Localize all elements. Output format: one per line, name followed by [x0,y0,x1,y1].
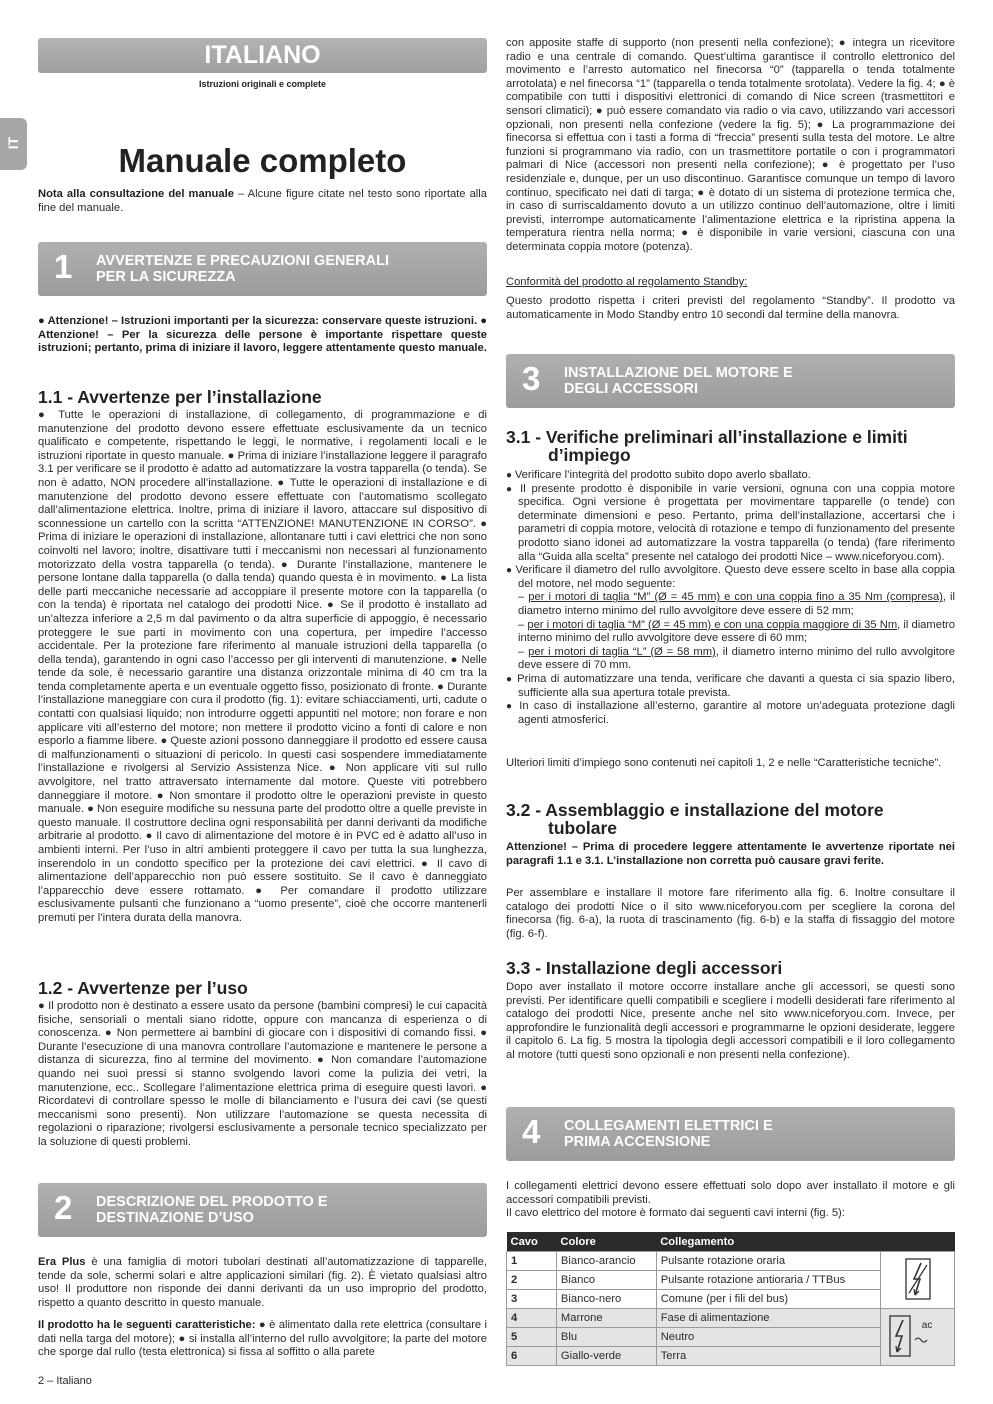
language-tab [0,118,27,170]
note-text: – Alcune figure citate nel testo sono riportate alla fine del manuale. [38,188,487,214]
features-label: Il prodotto ha le seguenti caratteristiche: [38,1319,256,1331]
paragraph-2-intro [38,1256,487,1310]
paragraph-3-3: Dopo aver installato il motore occorre installare anche gli accessori, se questi sono previsti. Per identificare quelli compatibili e scegliere i modelli desiderati fare riferimento al catalogo dei prodotti Nice, presente anche nel sito www.niceforyou.com. Invece, per approfondire le funzionalità degli accessori e programmarne le opzioni desiderate, leggere il capitolo 6. La fig. 5 mostra la tipologia degli accessori compatibili e il loro collegamento al motore (tutti questi sono opzionali e non presenti nella confezione). [506,981,955,1061]
heading-1-2: 1.2 - Avvertenze per l’uso [38,978,248,998]
mains-symbol-cell [881,1309,955,1366]
section-4-header [506,1107,955,1161]
table-row: 4 Marrone Fase di alimentazione ac [507,1309,955,1328]
section-3-title-line2: DEGLI ACCESSORI [564,381,699,397]
section-1-number: 1 [54,248,73,285]
language-tab-label: IT [5,136,21,150]
section-1-header [38,242,487,296]
section-3-number: 3 [522,360,541,397]
section-1-title [96,253,389,285]
table-header-cell: Cavo [507,1232,557,1252]
bolt-crossed-icon [903,1257,933,1301]
subtitle: Istruzioni originali e complete [198,79,327,89]
ac-label: ac [921,1319,933,1331]
section-1-title-line1: AVVERTENZE E PRECAUZIONI GENERALI [96,253,389,269]
paragraph-2-intro-text: è una famiglia di motori tubolari destinati all’automatizzazione di tapparelle, tende da sole, schermi solari e altre applicazioni similari (fig. 2). È vietato qualsiasi altro uso! Il produttore non risponde dei danni derivanti da un uso improprio del prodotto, rispetto a quanto descritto in questo manuale. [38,1256,487,1309]
heading-3-1-line1: 3.1 - Verifiche preliminari all’installazione e limiti [506,427,908,447]
standby-text: Questo prodotto rispetta i criteri previsti del regolamento “Standby”. Il prodotto va automaticamente in Modo Standby entro 10 secondi dal termine della manovra. [506,295,955,321]
paragraph-4 [506,1180,955,1221]
list-item: ● In caso di installazione all’esterno, garantire al motore un’adeguata protezione dagli agenti atmosferici. [506,700,956,726]
low-voltage-symbol-cell [881,1252,955,1309]
heading-1-1: 1.1 - Avvertenze per l’installazione [38,387,322,407]
paragraph-1-1: ● Tutte le operazioni di installazione, di collegamento, di programmazione e di manutenzione del prodotto devono essere effettuate esclusivamente da un tecnico qualificato e competente, rispettando le leggi, le normative, i regolamenti locali e le istruzioni riportate in questo manuale. ● Prima di iniziare l’installazione leggere il paragrafo 3.1 per verificare se il prodotto è adatto ad automatizzare la vostra tapparella (o tenda). Se non è adatto, NON procedere all’installazione. ● Tutte le operazioni di installazione e di manutenzione del prodotto devono essere effettuate con l’automatismo scollegato dall’alimentazione elettrica. Inoltre, prima di iniziare il lavoro, attaccare sul dispositivo di sconnessione un cartello con la scritta “ATTENZIONE! MANUTENZIONE IN CORSO”. ● Prima di iniziare le operazioni di installazione, allontanare tutti i cavi elettrici che non sono coinvolti nel lavoro; inoltre, disattivare tutti i meccanismi non necessari al funzionamento motorizzato della vostra tapparella (o tenda). ● Durante l’installazione, mantenere le persone lontane dalla tapparella (o dalla tenda) quando questa è in movimento. ● La lista delle parti meccaniche necessarie ad accoppiare il presente motore con la tapparella (o con la tenda) è riportata nel catalogo dei prodotti Nice. ● Se il prodotto è installato ad un’altezza inferiore a 2,5 m dal pavimento o da altra superficie di appoggio, è necessario proteggere le sue parti in movimento con una copertura, per impedire l’accesso accidentale. Per la protezione fare riferimento al manuale istruzioni della tapparella (o della tenda), garantendo in ogni caso l’accesso per gli interventi di manutenzione. ● Nelle tende da sole, è necessario garantire una distanza orizzontale minima di 40 cm tra la tenda completamente aperta e un eventuale oggetto fisso, posizionato di fronte. ● Durante l’installazione maneggiare con cura il prodotto (fig. 1): evitare schiacciamenti, urti, cadute o contatti con qualsiasi liquido; non introdurre oggetti appuntiti nel motore; non forare e non applicare viti all’esterno del motore; non mettere il prodotto vicino a fonti di calore e non esporlo a fiamme libere. ● Queste azioni possono danneggiare il prodotto ed essere causa di malfunzionamenti o situazioni di pericolo. In questi casi sospendere immediatamente l’installazione e rivolgersi al Servizio Assistenza Nice. ● Non applicare viti sul rullo avvolgitore, nel tratto attraversato internamente dal motore. Queste viti potrebbero danneggiare il motore. ● Non smontare il prodotto oltre le operazioni previste in questo manuale. ● Non eseguire modifiche su nessuna parte del prodotto oltre a quelle previste in questo manuale. Il costruttore declina ogni responsabilità per danni derivanti da modifiche arbitrarie al prodotto. ● Il cavo di alimentazione del motore è in PVC ed è adatto all’uso in ambienti interni. Per l’uso in altri ambienti proteggere il cavo per tutta la sua lunghezza, inserendolo in un condotto specifico per la protezione dei cavi elettrici. ● Il cavo di alimentazione dell’apparecchio non può essere sostituito. Se il cavo è danneggiato l’apparecchio deve essere rottamato. ● Per comandare il prodotto utilizzare esclusivamente pulsanti che funzionano a “uomo presente”, cioè che occorre mantenerli premuti per l’intera durata della manovra. [38,409,487,924]
paragraph-2-features-text: ● è alimentato dalla rete elettrica (consultare i dati nella targa del motore); ● si installa all’interno del rullo avvolgitore; la parte del motore che sporge dal rullo (testa elettronica) si fissa al soffitto o alla parete [38,1319,487,1359]
paragraph-1-2: ● Il prodotto non è destinato a essere usato da persone (bambini compresi) le cui capacità fisiche, sensoriali o mentali siano ridotte, oppure con mancanza di esperienza o di conoscenza. ● Non permettere ai bambini di giocare con i dispositivi di comando fissi. ● Durante l’esecuzione di una manovra controllare l’automazione e mantenere le persone a distanza di sicurezza, fino al termine del movimento. ● Non comandare l’automazione quando nei suoi pressi si stanno svolgendo lavori come la pulizia dei vetri, la manutenzione, ecc.. Scollegare l’alimentazione elettrica prima di eseguire questi lavori. ● Ricordatevi di controllare spesso le molle di bilanciamento e l’usura dei cavi (se questi meccanismi sono presenti). Non utilizzare l’automazione se questa necessita di regolazioni o riparazione; rivolgersi esclusivamente a personale tecnico specializzato per la soluzione di questi problemi. [38,1000,487,1148]
table-header-row [507,1232,955,1252]
document-title: Manuale completo [118,142,407,179]
table-row: 6 Giallo-verde Terra [507,1347,955,1366]
section-2-title [96,1194,328,1226]
heading-3-2 [506,801,884,837]
table-row: 2 Bianco Pulsante rotazione antioraria / TTBus [507,1271,955,1290]
section-3-title [564,365,793,397]
section-2-number: 2 [54,1189,73,1226]
manual-note [38,188,487,215]
table-header-cell: Collegamento [656,1232,880,1252]
note-label: Nota alla consultazione del manuale [38,188,234,200]
standby-title: Conformità del prodotto al regolamento Standby: [506,276,748,288]
page-footer: 2 – Italiano [38,1375,92,1387]
section-3-header [506,354,955,408]
table-row: 5 Blu Neutro [507,1328,955,1347]
paragraph-3-1-end: Ulteriori limiti d’impiego sono contenuti nei capitoli 1, 2 e nelle “Caratteristiche tecniche”. [506,757,942,769]
table-header-cell [881,1232,955,1252]
language-banner: ITALIANO [38,38,487,73]
list-item: ● Prima di automatizzare una tenda, verificare che davanti a questa ci sia spazio libero, sufficiente alla sua apertura totale prevista. [506,672,955,699]
section-3-title-line1: INSTALLAZIONE DEL MOTORE E [564,365,793,381]
cable-table [506,1232,955,1366]
table-row: 3 Bianco-nero Comune (per i fili del bus) [507,1290,955,1309]
table-header-cell: Colore [556,1232,656,1252]
heading-3-3: 3.3 - Installazione degli accessori [506,958,783,978]
list-item: ● Verificare l’integrità del prodotto subito dopo averlo sballato. [506,469,811,481]
heading-3-2-line1: 3.2 - Assemblaggio e installazione del motore [506,800,884,820]
list-item: ● Verificare il diametro del rullo avvolgitore. Questo deve essere scelto in base alla coppia del motore, nel modo seguente: – per i motori di taglia “M” (Ø = 45 mm) e con una coppia fino a 35 Nm (compresa), il diametro interno minimo del rullo avvolgitore deve essere di 52 mm; – per i motori di taglia “M” (Ø = 45 mm) e con una coppia maggiore di 35 Nm, il diametro interno minimo del rullo avvolgitore deve essere di 60 mm; – per i motori di taglia “L” (Ø = 58 mm), il diametro interno minimo del rullo avvolgitore deve essere di 70 mm. [506,564,956,672]
paragraph-4-line2: Il cavo elettrico del motore è formato dai seguenti cavi interni (fig. 5): [506,1207,845,1220]
paragraph-4-line1: I collegamenti elettrici devono essere effettuati solo dopo aver installato il motore e gli accessori compatibili previsti. [506,1180,955,1206]
list-item: ● Il presente prodotto è disponibile in varie versioni, ognuna con una coppia motore specifica. Ogni versione è progettata per movimentare tapparelle (o tende) con determinate dimensioni e peso. Pertanto, prima dell’installazione, accertarsi che i parametri di coppia motore, velocità di rotazione e tempo di funzionamento del presente prodotto siano idonei ad automatizzare la vostra tapparella (o tenda) (fare riferimento alla “Guida alla scelta” presente nel catalogo dei prodotti Nice – www.niceforyou.com). [506,482,955,563]
heading-3-1-line2: d’impiego [548,445,631,465]
section-2-header [38,1183,487,1237]
heading-3-1 [506,428,908,464]
paragraph-3-2: Per assemblare e installare il motore fare riferimento alla fig. 6. Inoltre consultare il catalogo dei prodotti Nice o il sito www.niceforyou.com per scegliere la corona del finecorsa (fig. 6-a), la ruota di trascinamento (fig. 6-b) e la staffa di fissaggio del motore (fig. 6-f). [506,887,955,940]
cable-table-wrap [506,1232,955,1366]
section-4-title [564,1118,773,1150]
paragraph-2-features [38,1319,487,1360]
section-2-title-line2: DESTINAZIONE D’USO [96,1210,254,1226]
section-4-number: 4 [522,1113,541,1150]
table-row: 1 Bianco-arancio Pulsante rotazione oraria [507,1252,955,1271]
section-2-title-line1: DESCRIZIONE DEL PRODOTTO E [96,1194,328,1210]
section-4-title-line1: COLLEGAMENTI ELETTRICI E [564,1118,773,1134]
paragraph-2-continued: con apposite staffe di supporto (non presenti nella confezione); ● integra un ricevitore radio e una centrale di comando. Quest’ultima garantisce il controllo elettronico del movimento e l’arresto automatico nel finecorsa “0” (tapparella o tenda totalmente arrotolata) e nel finecorsa “1” (tapparella o tenda totalmente srotolata). Vedere la fig. 4; ● è compatibile con tutti i dispositivi elettronici di comando di Nice screen (trasmettitori e sensori climatici); ● può essere comandato via radio o via cavo, utilizzando vari accessori opzionali, non presenti nella confezione (vedere la fig. 5); ● La programmazione dei finecorsa si effettua con i tasti a forma di “freccia” presenti sulla testa del motore. Le altre funzioni si programmano via radio, con un trasmettitore portatile o con i programmatori palmari di Nice (accessori non presenti nella confezione); ● è progettato per l’uso residenziale e, dunque, per un uso discontinuo. Garantisce comunque un tempo di lavoro continuo, specificato nei dati di targa; ● è dotato di un sistema di protezione termica che, in caso di surriscaldamento dovuto a un utilizzo continuo dell’automazione, oltre i limiti previsti, interrompe automaticamente l’alimentazione elettrica e la ripristina appena la temperatura rientra nella norma; ● è disponibile in varie versioni, ciascuna con una determinata coppia motore (potenza). [506,37,955,253]
product-name: Era Plus [38,1256,86,1268]
safety-warning: ● Attenzione! – Istruzioni importanti per la sicurezza: conservare queste istruzioni. ● Attenzione! – Per la sicurezza delle persone è importante rispettare queste istruzioni; pertanto, prima di iniziare il lavoro, leggere attentamente questo manuale. [38,315,487,355]
paragraph-3-2-warning: Attenzione! – Prima di procedere leggere attentamente le avvertenze riportate nei paragrafi 1.1 e 3.1. L’installazione non corretta può causare gravi ferite. [506,841,955,867]
section-4-title-line2: PRIMA ACCENSIONE [564,1134,711,1150]
section-1-title-line2: PER LA SICUREZZA [96,269,236,285]
heading-3-2-line2: tubolare [548,818,618,838]
list-3-1 [506,469,955,727]
